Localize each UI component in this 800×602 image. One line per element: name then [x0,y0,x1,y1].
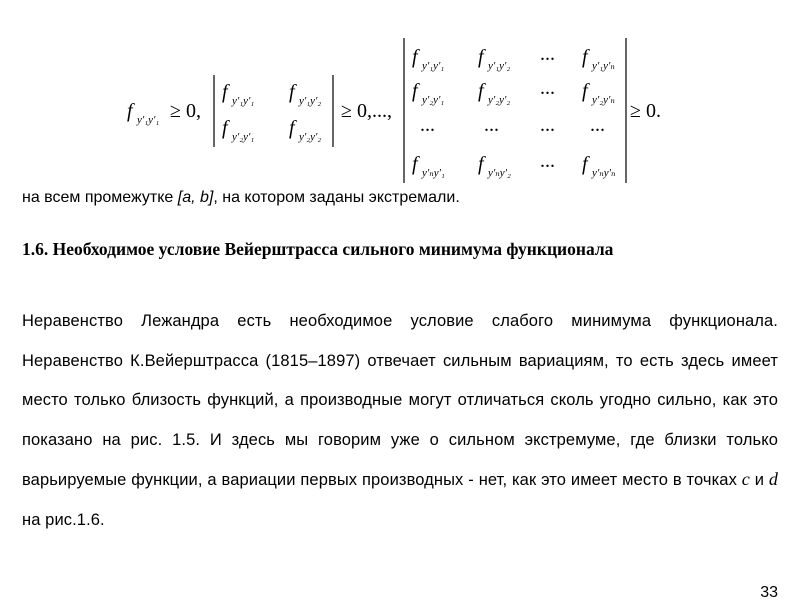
caption-line [22,186,782,210]
detn-r3c1: ... [420,114,435,136]
detn-r3c4: ... [590,114,605,136]
paragraph-tail: на рис.1.6. [22,510,105,529]
legendre-condition-formula [0,0,800,190]
detn-r3c2: ... [484,114,499,136]
detn-r2c3: ... [540,77,555,99]
detn-r4c1: y′ₙy′₁ [422,167,445,179]
and-word: и [749,471,769,489]
detn-r4c2: y′ₙy′₂ [488,167,511,179]
f-symbol: f [222,117,228,139]
f-symbol: f [222,81,228,103]
f-symbol: f [582,46,588,68]
f-symbol: f [412,80,418,102]
detn-r4c4: y′ₙy′ₙ [592,167,616,179]
page-number: 33 [760,584,778,601]
detn-r2c2: y′₂y′₂ [488,94,511,106]
det2-r2c2: y′₂y′₂ [299,131,322,143]
detn-r1c4: y′₁y′ₙ [592,60,615,72]
body-paragraph [22,302,778,540]
detn-r2c4: y′₂y′ₙ [592,94,615,106]
detn-r1c1: y′₁y′₁ [422,60,445,72]
ineq-2: ≥ 0,..., [341,100,392,122]
detn-r4c3: ... [540,150,555,172]
f-symbol: f [412,153,418,175]
ineq-3: ≥ 0. [630,100,661,122]
interval: [a, b] [177,189,214,206]
f-symbol: f [478,46,484,68]
ineq-1: ≥ 0, [170,100,201,122]
det2-r2c1: y′₂y′₁ [232,131,255,143]
caption-before: на всем промежутке [22,189,178,206]
f-symbol: f [127,100,133,122]
point-c: c [741,469,750,489]
detn-r3c3: ... [540,114,555,136]
det2-r1c1: y′₁y′₁ [232,95,255,107]
f-symbol: f [582,153,588,175]
subscript-d1: y′₁y′₁ [137,114,160,126]
detn-r1c3: ... [540,43,555,65]
f-symbol: f [582,80,588,102]
detn-r2c1: y′₂y′₁ [422,94,445,106]
paragraph-text: Неравенство Лежандра есть необходимое условие слабого минимума функционала. Неравенство К.Вейерштрасса (1815–1897) отвечает сильным вариациям, то есть здесь имеет место только близость функций, а производные могут отличаться сколь угодно сильно, как это показано на рис. 1.5. И здесь мы говорим уже о сильном экстремуме, где близки только варьируемые функции, а вариации первых производных - нет, как это имеет место в точках [22,312,778,489]
det2-r1c2: y′₁y′₂ [299,95,322,107]
f-symbol: f [478,153,484,175]
detn-r1c2: y′₁y′₂ [488,60,511,72]
point-d: d [768,469,778,489]
f-symbol: f [478,80,484,102]
f-symbol: f [412,46,418,68]
f-symbol: f [289,117,295,139]
section-heading: 1.6. Необходимое условие Вейерштрасса сильного минимума функционала [22,239,614,259]
f-symbol: f [289,81,295,103]
caption-after: , на котором заданы экстремали. [213,189,460,206]
